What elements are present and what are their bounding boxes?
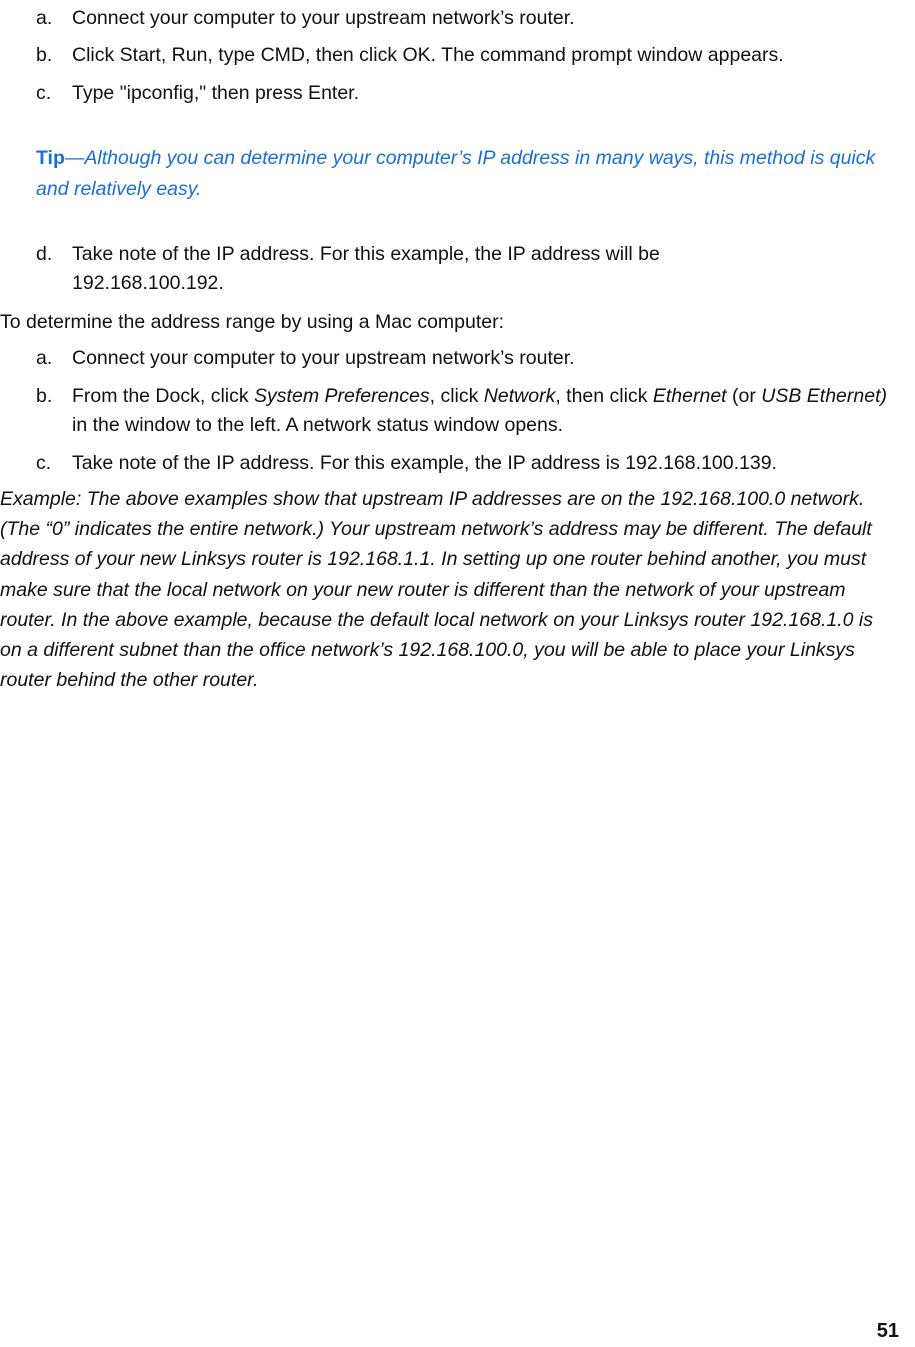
tip-note <box>36 143 896 205</box>
list-item-text <box>72 382 896 440</box>
ethernet-term: Ethernet <box>652 385 727 407</box>
tip-text: Although you can determine your computer’s IP address in many ways, this method is quick and relatively easy. <box>36 147 876 200</box>
list-item-text: Connect your computer to your upstream network’s router. <box>72 7 575 29</box>
list-item-text: Type "ipconfig," then press Enter. <box>72 82 360 104</box>
list-item <box>36 240 756 298</box>
text-run: From the Dock, click <box>72 385 255 407</box>
list-item <box>36 382 896 440</box>
list-item <box>36 344 896 373</box>
text-run: (or <box>726 385 762 407</box>
list-marker: c. <box>36 82 52 104</box>
text-run: , then click <box>555 385 653 407</box>
system-preferences-term: System Preferences <box>254 385 430 407</box>
mac-intro-paragraph: To determine the address range by using a Mac computer: <box>0 311 505 333</box>
list-marker: a. <box>36 7 53 29</box>
tip-dash: — <box>64 147 85 169</box>
list-item-text: Take note of the IP address. For this example, the IP address will be 192.168.100.192. <box>72 243 660 294</box>
list-item <box>36 4 896 33</box>
list-marker: b. <box>36 385 53 407</box>
list-marker: a. <box>36 347 53 369</box>
list-marker: d. <box>36 243 53 265</box>
list-marker: c. <box>36 452 52 474</box>
list-item <box>36 449 896 478</box>
list-item-text: Connect your computer to your upstream network’s router. <box>72 347 575 369</box>
page-number: 51 <box>876 1320 899 1342</box>
text-run: in the window to the left. A network status window opens. <box>72 414 564 436</box>
usb-ethernet-term: USB Ethernet) <box>761 385 887 407</box>
list-item-text: Take note of the IP address. For this example, the IP address is 192.168.100.139. <box>72 452 777 474</box>
list-item <box>36 79 896 108</box>
network-term: Network <box>483 385 556 407</box>
list-marker: b. <box>36 44 53 66</box>
list-item <box>36 41 896 70</box>
list-item-text: Click Start, Run, type CMD, then click OK. The command prompt window appears. <box>72 44 784 66</box>
text-run: , click <box>429 385 484 407</box>
tip-label: Tip <box>36 147 65 169</box>
example-paragraph: Example: The above examples show that upstream IP addresses are on the 192.168.100.0 network. (The “0” indicates the entire network.) Your upstream network’s address may be different. The default address of your new Linksys router is 192.168.1.1. In setting up one router behind another, you must make sure that the local network on your new router is different than the network of your upstream router. In the above example, because the default local network on your Linksys router 192.168.1.0 is on a different subnet than the office network’s 192.168.100.0, you will be able to place your Linksys router behind the other router. <box>0 488 873 692</box>
